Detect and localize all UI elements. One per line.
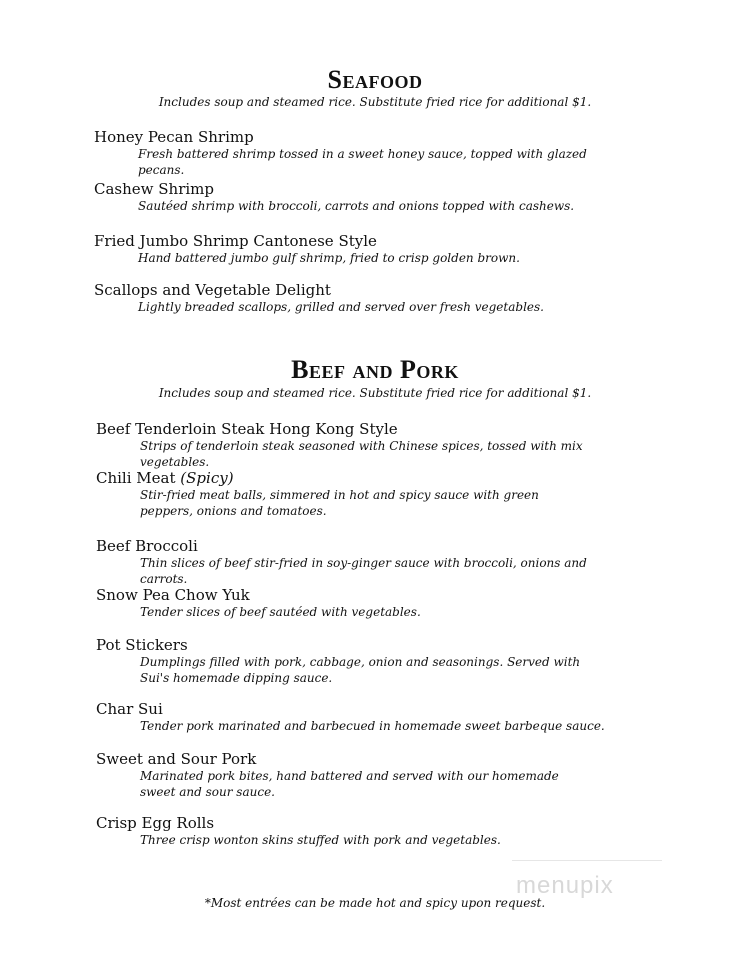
item-name: Crisp Egg Rolls bbox=[96, 814, 215, 832]
spicy-tag: (Spicy) bbox=[180, 469, 234, 487]
item-name: Beef Broccoli bbox=[96, 537, 198, 555]
menu-item bbox=[94, 128, 614, 178]
menu-item bbox=[94, 232, 614, 266]
menu-item bbox=[96, 537, 616, 587]
menu-item bbox=[94, 281, 614, 315]
menu-item bbox=[94, 180, 614, 214]
item-name: Scallops and Vegetable Delight bbox=[94, 281, 331, 299]
item-name: Sweet and Sour Pork bbox=[96, 750, 257, 768]
item-name: Cashew Shrimp bbox=[94, 180, 214, 198]
menu-item bbox=[96, 469, 616, 519]
item-description: Stir-fried meat balls, simmered in hot and spicy sauce with green peppers, onions and tomatoes. bbox=[140, 488, 539, 518]
item-description: Three crisp wonton skins stuffed with pork and vegetables. bbox=[140, 833, 501, 847]
menupix-watermark: menupix bbox=[516, 872, 614, 899]
beef-pork-title: Beef and Pork bbox=[291, 355, 459, 384]
item-description: Lightly breaded scallops, grilled and served over fresh vegetables. bbox=[138, 300, 544, 314]
footer-note: *Most entrées can be made hot and spicy upon request. bbox=[204, 896, 546, 910]
menu-item bbox=[96, 636, 616, 686]
menu-item bbox=[96, 700, 616, 734]
item-description: Thin slices of beef stir-fried in soy-ginger sauce with broccoli, onions and carrots. bbox=[140, 556, 587, 586]
item-description: Tender slices of beef sautéed with vegetables. bbox=[140, 605, 421, 619]
item-description: Sautéed shrimp with broccoli, carrots and onions topped with cashews. bbox=[138, 199, 575, 213]
item-description: Hand battered jumbo gulf shrimp, fried to crisp golden brown. bbox=[138, 251, 520, 265]
item-description: Fresh battered shrimp tossed in a sweet honey sauce, topped with glazed pecans. bbox=[138, 147, 587, 177]
menu-item bbox=[96, 750, 616, 800]
seafood-note: Includes soup and steamed rice. Substitute fried rice for additional $1. bbox=[158, 95, 592, 109]
seafood-title: Seafood bbox=[327, 65, 423, 94]
item-description: Strips of tenderloin steak seasoned with Chinese spices, tossed with mix vegetables. bbox=[140, 439, 583, 469]
item-name: Honey Pecan Shrimp bbox=[94, 128, 254, 146]
menu-item bbox=[96, 814, 616, 848]
item-name: Fried Jumbo Shrimp Cantonese Style bbox=[94, 232, 377, 250]
item-name: Snow Pea Chow Yuk bbox=[96, 586, 250, 604]
menu-item bbox=[96, 586, 616, 620]
item-name-text: Chili Meat bbox=[96, 469, 176, 487]
item-name bbox=[96, 469, 616, 487]
menu-item bbox=[96, 420, 616, 470]
item-name: Pot Stickers bbox=[96, 636, 188, 654]
item-description: Tender pork marinated and barbecued in homemade sweet barbeque sauce. bbox=[140, 719, 605, 733]
item-name: Char Sui bbox=[96, 700, 163, 718]
watermark-divider bbox=[512, 860, 662, 861]
item-description: Dumplings filled with pork, cabbage, onion and seasonings. Served with Sui's homemade dipping sauce. bbox=[140, 655, 581, 685]
item-description: Marinated pork bites, hand battered and served with our homemade sweet and sour sauce. bbox=[140, 769, 559, 799]
beef-pork-note: Includes soup and steamed rice. Substitute fried rice for additional $1. bbox=[158, 386, 592, 400]
item-name: Beef Tenderloin Steak Hong Kong Style bbox=[96, 420, 398, 438]
